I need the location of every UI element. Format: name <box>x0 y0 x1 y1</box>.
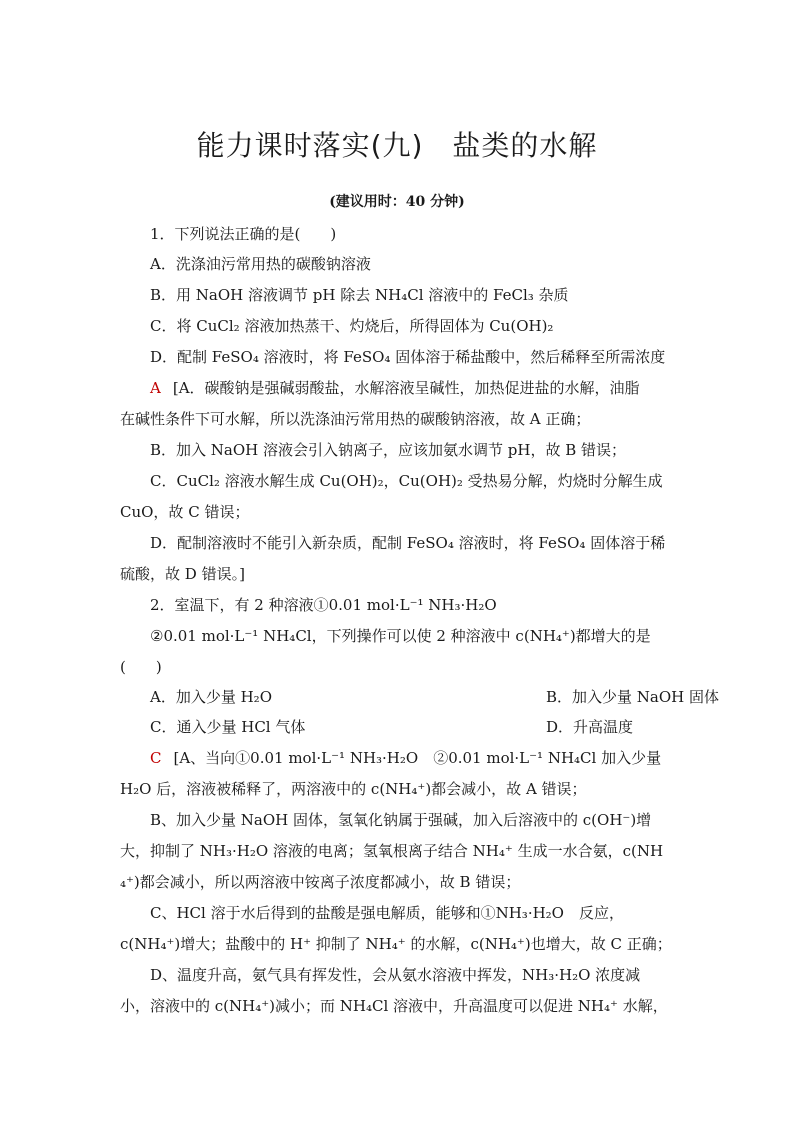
q1-option-b: B．用 NaOH 溶液调节 pH 除去 NH₄Cl 溶液中的 FeCl₃ 杂质 <box>150 286 569 304</box>
q1-option-c: C．将 CuCl₂ 溶液加热蒸干、灼烧后，所得固体为 Cu(OH)₂ <box>150 317 554 335</box>
q1-option-d: D．配制 FeSO₄ 溶液时，将 FeSO₄ 固体溶于稀盐酸中，然后稀释至所需浓度 <box>150 348 666 366</box>
q2-answer: C <box>150 749 162 767</box>
q2-explanation-line-7: c(NH₄⁺)增大；盐酸中的 H⁺ 抑制了 NH₄⁺ 的水解，c(NH₄⁺)也增大，故 C 正确； <box>120 935 672 953</box>
q2-explanation-line-1 <box>150 747 661 769</box>
q2-option-c: C．通入少量 HCl 气体 <box>150 718 306 736</box>
q2-option-a: A．加入少量 H₂O <box>150 688 272 706</box>
q1-explanation-line-2: 在碱性条件下可水解，所以洗涤油污常用热的碳酸钠溶液，故 A 正确； <box>120 410 591 428</box>
q1-explanation-line-3: B．加入 NaOH 溶液会引入钠离子，应该加氨水调节 pH，故 B 错误； <box>150 441 627 459</box>
q2-explanation-line-2: H₂O 后，溶液被稀释了，两溶液中的 c(NH₄⁺)都会减小，故 A 错误； <box>120 780 587 798</box>
q2-explanation-line-4: 大，抑制了 NH₃·H₂O 溶液的电离；氢氧根离子结合 NH₄⁺ 生成一水合氨，c(NH <box>120 842 664 860</box>
q2-explanation-line-6: C、HCl 溶于水后得到的盐酸是强电解质，能够和①NH₃·H₂O 反应， <box>150 904 624 922</box>
q1-stem: 1．下列说法正确的是( ) <box>150 225 337 243</box>
q2-options-row-1 <box>150 686 750 708</box>
q2-stem-line-2: ②0.01 mol·L⁻¹ NH₄Cl，下列操作可以使 2 种溶液中 c(NH₄⁺)都增大的是 <box>150 627 651 645</box>
q2-explanation-text-1: [A、当向①0.01 mol·L⁻¹ NH₃·H₂O ②0.01 mol·L⁻¹ NH₄Cl 加入少量 <box>173 749 662 767</box>
q2-options-row-2 <box>150 716 750 738</box>
q1-explanation-line-4: C．CuCl₂ 溶液水解生成 Cu(OH)₂，Cu(OH)₂ 受热易分解，灼烧时分解生成 <box>150 472 663 490</box>
q2-explanation-line-3: B、加入少量 NaOH 固体，氢氧化钠属于强碱，加入后溶液中的 c(OH⁻)增 <box>150 811 652 829</box>
q1-explanation-line-5: CuO，故 C 错误； <box>120 503 250 521</box>
q1-explanation-line-1 <box>150 377 640 399</box>
q1-explanation-line-6: D．配制溶液时不能引入新杂质，配制 FeSO₄ 溶液时，将 FeSO₄ 固体溶于稀 <box>150 534 666 552</box>
q1-explanation-line-7: 硫酸，故 D 错误。] <box>120 565 245 583</box>
q2-option-b: B．加入少量 NaOH 固体 <box>546 688 720 706</box>
q1-explanation-text-1: [A．碳酸钠是强碱弱酸盐，水解溶液呈碱性，加热促进盐的水解，油脂 <box>172 379 640 397</box>
q1-answer: A <box>150 379 161 397</box>
suggested-time: (建议用时：40 分钟) <box>329 194 465 210</box>
q2-option-d: D．升高温度 <box>546 718 634 736</box>
q2-explanation-line-9: 小，溶液中的 c(NH₄⁺)减小；而 NH₄Cl 溶液中，升高温度可以促进 NH₄⁺ 水解， <box>120 997 668 1015</box>
q2-explanation-line-5: ₄⁺)都会减小，所以两溶液中铵离子浓度都减小，故 B 错误； <box>120 873 521 891</box>
q1-option-a: A．洗涤油污常用热的碳酸钠溶液 <box>150 255 371 273</box>
q2-stem-line-1: 2．室温下，有 2 种溶液①0.01 mol·L⁻¹ NH₃·H₂O <box>150 596 497 614</box>
page-title: 能力课时落实(九) 盐类的水解 <box>196 129 598 162</box>
q2-stem-line-3: ( ) <box>120 658 162 676</box>
q2-explanation-line-8: D、温度升高，氨气具有挥发性，会从氨水溶液中挥发，NH₃·H₂O 浓度减 <box>150 966 641 984</box>
